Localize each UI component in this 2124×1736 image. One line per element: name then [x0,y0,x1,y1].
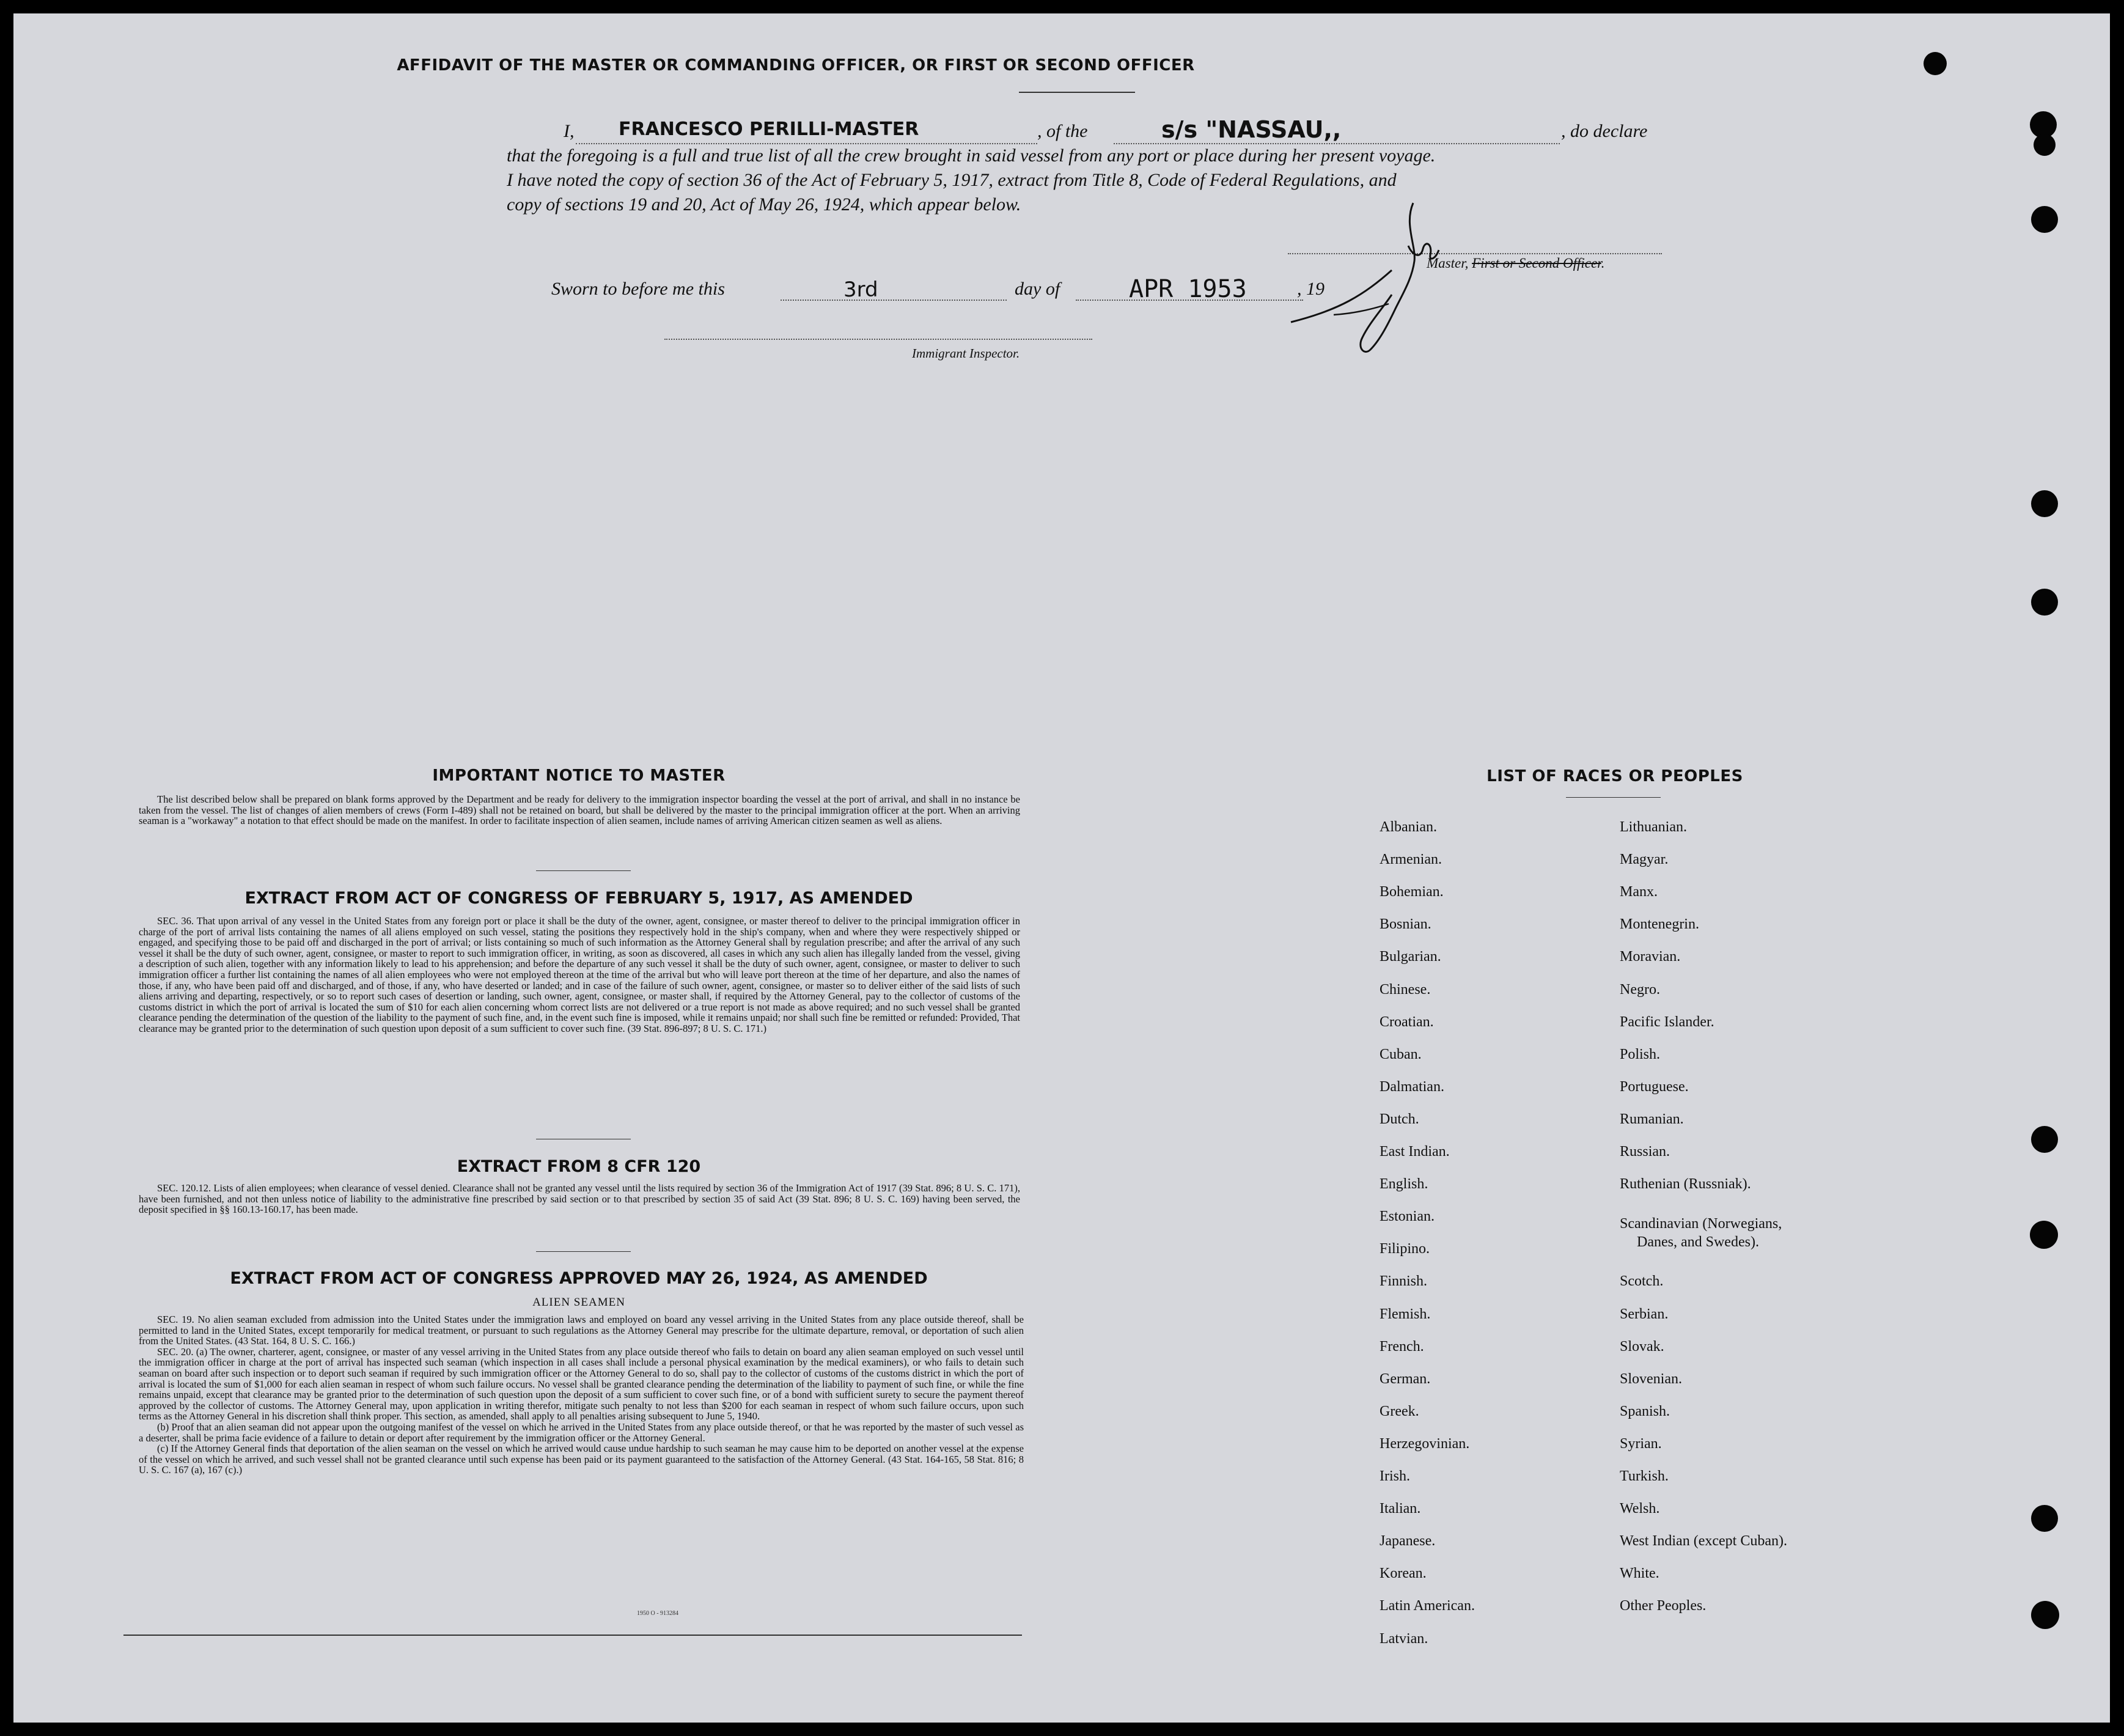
punch-hole [2034,134,2056,156]
race-item: Scotch. [1620,1273,1664,1290]
sworn-day-of: day of [1015,279,1060,299]
race-item: White. [1620,1565,1659,1582]
punch-hole [2031,1126,2058,1153]
sworn-day [843,278,878,302]
race-item: East Indian. [1380,1144,1450,1160]
race-item: Slovak. [1620,1338,1664,1355]
race-item: West Indian (except Cuban). [1620,1533,1787,1550]
race-item: Latvian. [1380,1630,1428,1647]
punch-hole [2031,206,2058,233]
cfr-title: EXTRACT FROM 8 CFR 120 [457,1157,701,1176]
race-item: Montenegrin. [1620,916,1699,933]
race-item: Filipino. [1380,1241,1430,1257]
punch-hole [2030,1221,2058,1249]
extract-1924-text [139,1314,1024,1476]
race-item: Rumanian. [1620,1111,1684,1127]
race-item: Irish. [1380,1468,1410,1484]
race-item: Negro. [1620,981,1660,998]
sworn-year: , 19 [1297,279,1325,299]
declaration-of-the: , of the [1037,121,1088,141]
notice-text [139,794,1020,826]
race-item: Moravian. [1620,949,1681,965]
race-item: Spanish. [1620,1403,1670,1419]
extract-1924-sec-20b: (b) Proof that an alien seaman did not appear upon the outgoing manifest of the vessel on which he arrived in the United States from any place outside thereof, or that he was reported by the master of such vessel as a deserter, shall be prima facie evidence of a failure to detain or deport after requirement by the immigration officer or the Attorney General. [139,1421,1024,1444]
extract-1924-sec-20a: SEC. 20. (a) The owner, charterer, agent, consignee, or master of any vessel arriving in the United States from any place outside thereof who fails to detain on board any alien seaman employed on such vessel until the immigration officer in charge at the port of arrival has inspected such seaman (which inspection in all cases shall include a personal physical examination by the medical examiners), or who fails to detain such seaman on board after such inspection or to deport such seaman if required by such immigration officer or the Attorney General to do so, shall pay to the collector of customs of the customs district in which the port of arrival is located the sum of $1,000 for each alien seaman in respect of whom such failure occurs. No vessel shall be granted clearance pending the determination of the liability to payment of such fine, or while the fine remains unpaid, except that clearance may be granted prior to the determination of such question upon the deposit of a sum sufficient to cover such fine, or of a bond with sufficient surety to secure the payment thereof approved by the collector of customs. The Attorney General may, upon application in writing therefor, mitigate such penalty to not less than $200 for each seaman in respect of whom such failure occurs, upon such terms as the Attorney General in his discretion shall think proper. This section, as amended, shall apply to all penalties arising subsequent to June 5, 1940. [139,1345,1024,1422]
race-item: German. [1380,1370,1431,1387]
race-item: Portuguese. [1620,1078,1689,1095]
race-item: English. [1380,1176,1428,1193]
title-divider [1019,92,1135,93]
inspector-caption: Immigrant Inspector. [912,346,1020,361]
vessel-name-line [1114,143,1560,144]
declaration-do-declare: , do declare [1561,121,1648,141]
race-item: Croatian. [1380,1013,1434,1030]
signature-caption-master: Master, [1427,256,1469,271]
race-item: Pacific Islander. [1620,1013,1714,1030]
notice-title: IMPORTANT NOTICE TO MASTER [432,767,726,785]
extract-1924-sec-19: SEC. 19. No alien seaman excluded from admission into the United States under the immigration laws and employed on board any vessel arriving in the United States from any place outside thereof, shall be permitted to land in the United States, except temporarily for medical treatment, or pursuant to such regulations as the Attorney General may prescribe for the ultimate departure, removal, or deportation of such alien from the United States. (43 Stat. 164, 8 U. S. C. 166.) [139,1314,1024,1347]
declaration-line-2: that the foregoing is a full and true list of all the crew brought in said vessel from any port or place during her present voyage. [507,145,1436,166]
race-item: Cuban. [1380,1046,1422,1062]
master-name: FRANCESCO PERILLI-MASTER [619,119,919,140]
race-item: Flemish. [1380,1306,1431,1322]
race-item: Bosnian. [1380,916,1431,933]
race-item: Bohemian. [1380,884,1444,900]
race-item: Other Peoples. [1620,1598,1707,1614]
cfr-paragraph: SEC. 120.12. Lists of alien employees; when clearance of vessel denied. Clearance shall not be granted any vessel until the lists required by section 36 of the Immigration Act of 1917 (39 Stat. 896; 8 U. S. C. 171), have been furnished, and not then unless notice of liability to the administrative fine prescribed by said section or to that prescribed by section 35 of said Act (39 Stat. 896; 8 U. S. C. 169) having been served, the deposit specified in §§ 160.13-160.17, has been made. [139,1182,1020,1216]
cfr-divider [536,1251,631,1252]
vessel-name: s/s "NASSAU,, [1161,116,1342,143]
bottom-rule [123,1635,1022,1636]
signature-caption-struck: First or Second Officer [1472,256,1601,271]
master-signature [1273,188,1456,362]
race-item: Serbian. [1620,1306,1669,1322]
race-item: Ruthenian (Russniak). [1620,1176,1751,1193]
race-item: Lithuanian. [1620,819,1687,835]
race-item: Armenian. [1380,851,1442,868]
cfr-text [139,1183,1020,1215]
race-item: Slovenian. [1620,1370,1682,1387]
punch-hole [2031,1505,2058,1532]
race-item: Russian. [1620,1144,1670,1160]
declaration-i: I, [564,121,575,141]
race-item: Dalmatian. [1380,1078,1444,1095]
extract-1924-subtitle: ALIEN SEAMEN [532,1296,625,1309]
race-item: Magyar. [1620,851,1669,868]
sworn-day-value: 3rd [843,278,878,302]
extract-1917-paragraph: SEC. 36. That upon arrival of any vessel in the United States from any foreign port or place it shall be the duty of the owner, agent, consignee, or master thereof to deliver to the principal immigration officer in charge of the port of arrival lists containing the names of all aliens employed on such vessel, stating the positions they respectively hold in the ship's company, when and where they were respectively shipped or engaged, and specifying those to be paid off and discharged in the port of arrival; or lists containing so much of such information as the Attorney General shall by regulation prescribe; and after the arrival of any such vessel it shall be the duty of such owner, agent, consignee, or master to report to such immigration officer, in writing, as soon as discovered, all cases in which any such alien has illegally landed from the vessel, giving a description of such alien, together with any information likely to lead to his apprehension; and before the departure of any such vessel it shall be the duty of such owner, agent, consignee, or master to deliver to such immigration officer a further list containing the names of all alien employees who were not employed thereon at the time of the arrival but who will leave port thereon at the time of her departure, and also the names of those, if any, who have been paid off and discharged, and of those, if any, who have deserted or landed; and in case of the failure of such owner, agent, consignee, or master so to deliver either of the said lists of such aliens arriving and departing, respectively, or so to report such cases of desertion or landing, such owner, agent, consignee, or master shall, if required by the Attorney General, pay to the collector of customs of the customs district in which the port of arrival is located the sum of $10 for each alien concerning whom correct lists are not delivered or a true report is not made as above required; and no such vessel shall be granted clearance pending the determination of the question of the liability to the payment of such fine, and, in the event such fine is imposed, while it remains unpaid; nor shall such fine be remitted or refunded: Provided, That clearance may be granted prior to the determination of such question upon deposit of a sum sufficient to cover such fine. (39 Stat. 896-897; 8 U. S. C. 171.) [139,915,1020,1034]
race-item: Polish. [1620,1046,1661,1062]
race-item: Dutch. [1380,1111,1419,1127]
punch-hole [2031,490,2058,517]
race-item: Bulgarian. [1380,949,1441,965]
notice-paragraph: The list described below shall be prepared on blank forms approved by the Department and be ready for delivery to the immigration inspector boarding the vessel at the port of arrival, and shall in no instance be taken from the vessel. The list of changes of alien members of crews (Form I-489) shall not be retained on board, but shall be delivered by the master to the principal immigration officer at the port. When an arriving seaman is a "workaway" a notation to that effect should be made on the manifest. In order to facilitate inspection of alien seamen, include names of arriving American citizen seamen as well as aliens. [139,793,1020,827]
race-item: Welsh. [1620,1501,1660,1517]
punch-hole [2031,589,2058,616]
inspector-line [664,339,1092,340]
extract-1924-sec-20c: (c) If the Attorney General finds that deportation of the alien seaman on the vessel on which he arrived would cause undue hardship to such seaman he may cause him to be deported on another vessel at the expense of the vessel on which he arrived, and such vessel shall not be granted clearance until such expense has been paid or its payment guaranteed to the satisfaction of the Attorney General. (43 Stat. 164-165, 58 Stat. 816; 8 U. S. C. 167 (a), 167 (c).) [139,1443,1024,1476]
print-code: 1950 O - 913284 [637,1610,679,1617]
race-item: Japanese. [1380,1533,1436,1550]
race-item: Scandinavian (Norwegians, [1620,1216,1782,1232]
extract-1917-title: EXTRACT FROM ACT OF CONGRESS OF FEBRUARY 5, 1917, AS AMENDED [244,889,913,908]
race-item: Estonian. [1380,1208,1435,1225]
race-item: Chinese. [1380,981,1431,998]
race-item: Finnish. [1380,1273,1428,1290]
punch-hole [1924,52,1947,75]
affidavit-title: AFFIDAVIT OF THE MASTER OR COMMANDING OFFICER, OR FIRST OR SECOND OFFICER [397,56,1195,75]
sworn-date-stamp: APR 1953 [1129,275,1247,303]
race-item: Latin American. [1380,1598,1475,1614]
notice-divider [536,870,631,871]
race-item: Syrian. [1620,1435,1662,1452]
race-item: French. [1380,1338,1424,1355]
declaration-line-3: I have noted the copy of section 36 of the Act of February 5, 1917, extract from Title 8, Code of Federal Regulations, and [507,170,1397,190]
race-item: Manx. [1620,884,1658,900]
race-item: Herzegovinian. [1380,1435,1470,1452]
race-item: Albanian. [1380,819,1437,835]
race-item: Italian. [1380,1501,1421,1517]
sworn-text: Sworn to before me this [551,279,725,299]
race-item: Danes, and Swedes). [1637,1234,1759,1251]
race-item: Korean. [1380,1565,1427,1582]
extract-1924-title: EXTRACT FROM ACT OF CONGRESS APPROVED MAY 26, 1924, AS AMENDED [230,1269,928,1288]
race-item: Turkish. [1620,1468,1669,1484]
races-divider [1566,797,1661,798]
declaration-line-4: copy of sections 19 and 20, Act of May 26, 1924, which appear below. [507,194,1021,215]
master-name-line [576,143,1037,144]
races-title: LIST OF RACES OR PEOPLES [1486,767,1743,785]
sworn-day-line [781,300,1007,301]
form-page [13,13,2110,1723]
extract-1917-text [139,916,1020,1034]
punch-hole [2031,1601,2059,1629]
race-item: Greek. [1380,1403,1419,1419]
signature-caption: Master, First or Second Officer. [1427,256,1605,271]
